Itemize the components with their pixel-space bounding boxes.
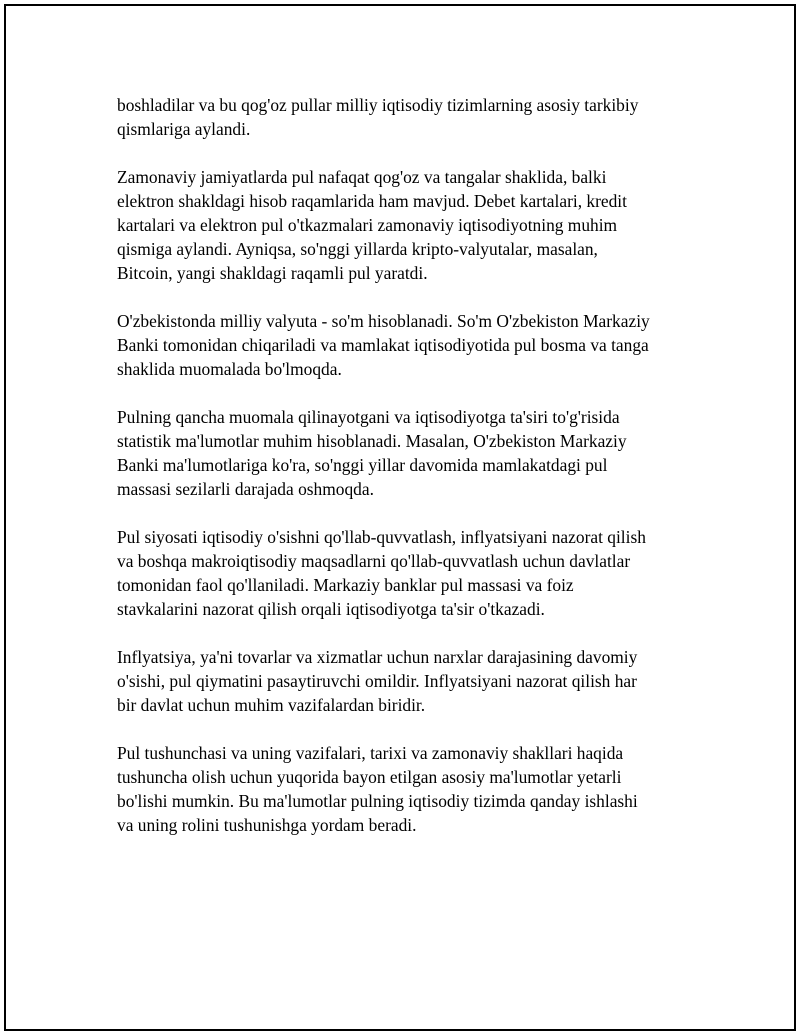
paragraph	[117, 165, 697, 285]
text-line: statistik ma'lumotlar muhim hisoblanadi. Masalan, O'zbekiston Markaziy	[117, 431, 627, 451]
document-body	[117, 93, 697, 861]
text-line: bir davlat uchun muhim vazifalardan biridir.	[117, 695, 426, 715]
text-line: qismiga aylandi. Ayniqsa, so'nggi yillarda kripto-valyutalar, masalan,	[117, 239, 598, 259]
paragraph	[117, 741, 697, 837]
text-line: elektron shakldagi hisob raqamlarida ham mavjud. Debet kartalari, kredit	[117, 191, 627, 211]
text-line: Pul siyosati iqtisodiy o'sishni qo'llab-quvvatlash, inflyatsiyani nazorat qilish	[117, 527, 646, 547]
text-line: tomonidan faol qo'llaniladi. Markaziy banklar pul massasi va foiz	[117, 575, 574, 595]
paragraph	[117, 309, 697, 381]
paragraph	[117, 405, 697, 501]
text-line: qismlariga aylandi.	[117, 119, 251, 139]
text-line: bo'lishi mumkin. Bu ma'lumotlar pulning iqtisodiy tizimda qanday ishlashi	[117, 791, 638, 811]
text-line: O'zbekistonda milliy valyuta - so'm hisoblanadi. So'm O'zbekiston Markaziy	[117, 311, 650, 331]
text-line: stavkalarini nazorat qilish orqali iqtisodiyotga ta'sir o'tkazadi.	[117, 599, 545, 619]
text-line: Pul tushunchasi va uning vazifalari, tarixi va zamonaviy shakllari haqida	[117, 743, 624, 763]
paragraph	[117, 645, 697, 717]
text-line: Banki tomonidan chiqariladi va mamlakat iqtisodiyotida pul bosma va tanga	[117, 335, 649, 355]
text-line: massasi sezilarli darajada oshmoqda.	[117, 479, 374, 499]
text-line: Inflyatsiya, ya'ni tovarlar va xizmatlar uchun narxlar darajasining davomiy	[117, 647, 638, 667]
text-line: shaklida muomalada bo'lmoqda.	[117, 359, 342, 379]
text-line: Pulning qancha muomala qilinayotgani va iqtisodiyotga ta'siri to'g'risida	[117, 407, 620, 427]
paragraph	[117, 525, 697, 621]
text-line: Zamonaviy jamiyatlarda pul nafaqat qog'oz va tangalar shaklida, balki	[117, 167, 607, 187]
paragraph	[117, 93, 697, 141]
text-line: va boshqa makroiqtisodiy maqsadlarni qo'llab-quvvatlash uchun davlatlar	[117, 551, 631, 571]
text-line: tushuncha olish uchun yuqorida bayon etilgan asosiy ma'lumotlar yetarli	[117, 767, 622, 787]
text-line: Banki ma'lumotlariga ko'ra, so'nggi yillar davomida mamlakatdagi pul	[117, 455, 608, 475]
text-line: kartalari va elektron pul o'tkazmalari zamonaviy iqtisodiyotning muhim	[117, 215, 618, 235]
text-line: Bitcoin, yangi shakldagi raqamli pul yaratdi.	[117, 263, 428, 283]
text-line: va uning rolini tushunishga yordam beradi.	[117, 815, 417, 835]
text-line: o'sishi, pul qiymatini pasaytiruvchi omildir. Inflyatsiyani nazorat qilish har	[117, 671, 637, 691]
text-line: boshladilar va bu qog'oz pullar milliy iqtisodiy tizimlarning asosiy tarkibiy	[117, 95, 639, 115]
